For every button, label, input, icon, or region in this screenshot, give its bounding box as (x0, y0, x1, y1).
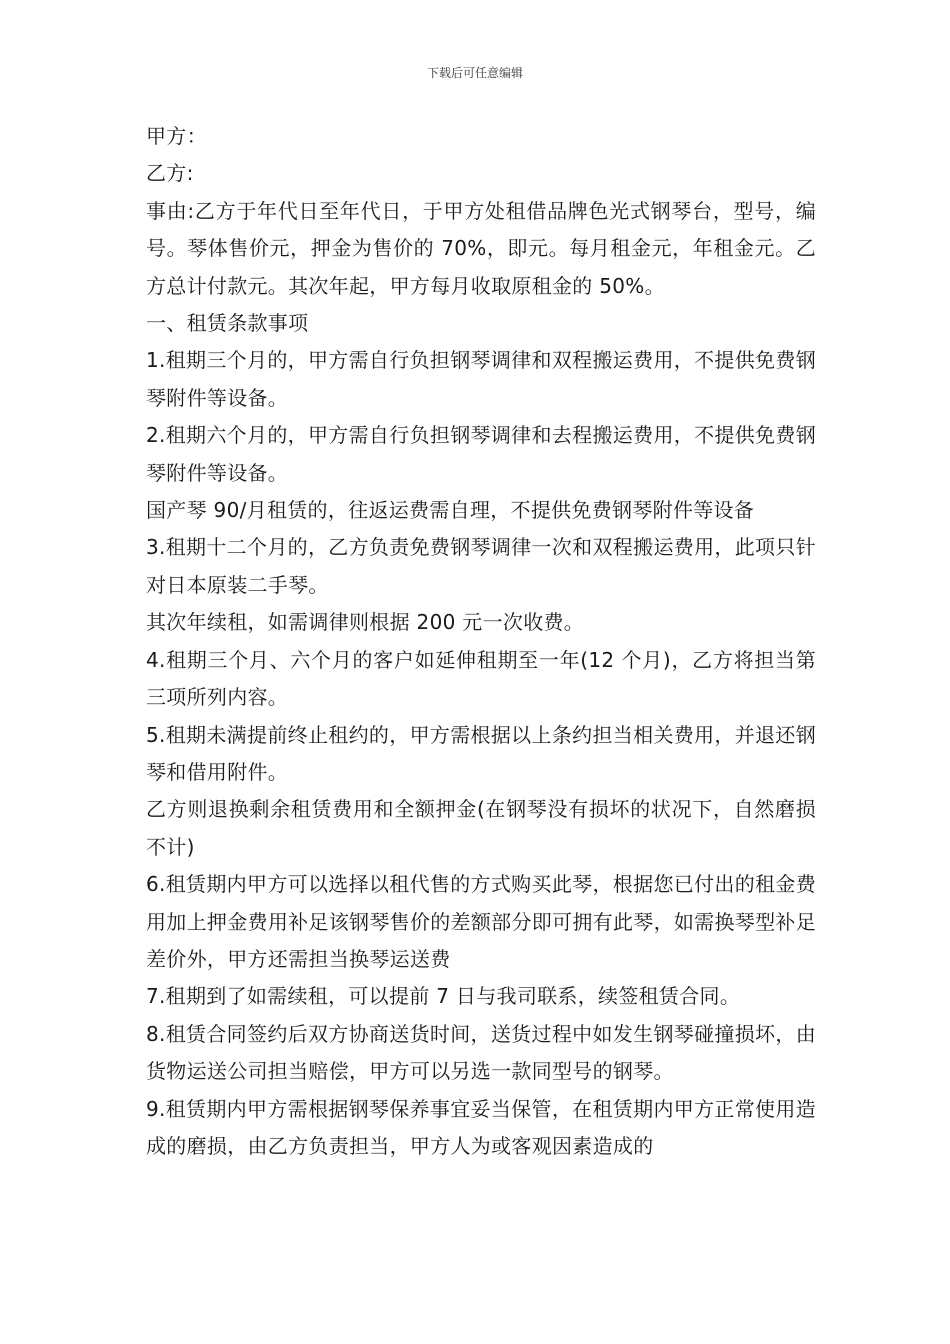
document-body (146, 118, 816, 1165)
clause-4: 4.租期三个月、六个月的客户如延伸租期至一年(12 个月)，乙方将担当第三项所列内容。 (146, 647, 816, 710)
clause-1: 1.租期三个月的，甲方需自行负担钢琴调律和双程搬运费用，不提供免费钢琴附件等设备。 (146, 348, 816, 410)
clause-2: 2.租期六个月的，甲方需自行负担钢琴调律和去程搬运费用，不提供免费钢琴附件等设备。 (146, 423, 816, 485)
section-heading: 一、租赁条款事项 (146, 311, 309, 336)
clause-9: 9.租赁期内甲方需根据钢琴保养事宜妥当保管，在租赁期内甲方正常使用造成的磨损，由乙方负责担当，甲方人为或客观因素造成的 (146, 1096, 816, 1158)
clause-2-note: 国产琴 90/月租赁的，往返运费需自理，不提供免费钢琴附件等设备 (146, 498, 755, 523)
subject-paragraph: 事由:乙方于年代日至年代日，于甲方处租借品牌色光式钢琴台，型号，编号。琴体售价元，押金为售价的 70%，即元。每月租金元，年租金元。乙方总计付款元。其次年起，甲方每月收取原租金的 50%。 (146, 198, 816, 298)
clause-3: 3.租期十二个月的，乙方负责免费钢琴调律一次和双程搬运费用，此项只针对日本原装二手琴。 (146, 535, 816, 597)
clause-5-note: 乙方则退换剩余租赁费用和全额押金(在钢琴没有损坏的状况下，自然磨损不计) (146, 797, 816, 859)
clause-8: 8.租赁合同签约后双方协商送货时间，送货过程中如发生钢琴碰撞损坏，由货物运送公司担当赔偿，甲方可以另选一款同型号的钢琴。 (146, 1021, 816, 1084)
clause-3-note: 其次年续租，如需调律则根据 200 元一次收费。 (146, 610, 585, 635)
clause-6: 6.租赁期内甲方可以选择以租代售的方式购买此琴，根据您已付出的租金费用加上押金费用补足该钢琴售价的差额部分即可拥有此琴，如需换琴型补足差价外，甲方还需担当换琴运送费 (146, 872, 816, 971)
page-header-note: 下载后可任意编辑 (426, 66, 523, 80)
clause-5: 5.租期未满提前终止租约的，甲方需根据以上条约担当相关费用，并退还钢琴和借用附件。 (146, 722, 816, 784)
party-a-line: 甲方： (146, 124, 207, 148)
party-b-line: 乙方: (146, 161, 194, 186)
clause-7: 7.租期到了如需续租，可以提前 7 日与我司联系，续签租赁合同。 (146, 984, 741, 1009)
